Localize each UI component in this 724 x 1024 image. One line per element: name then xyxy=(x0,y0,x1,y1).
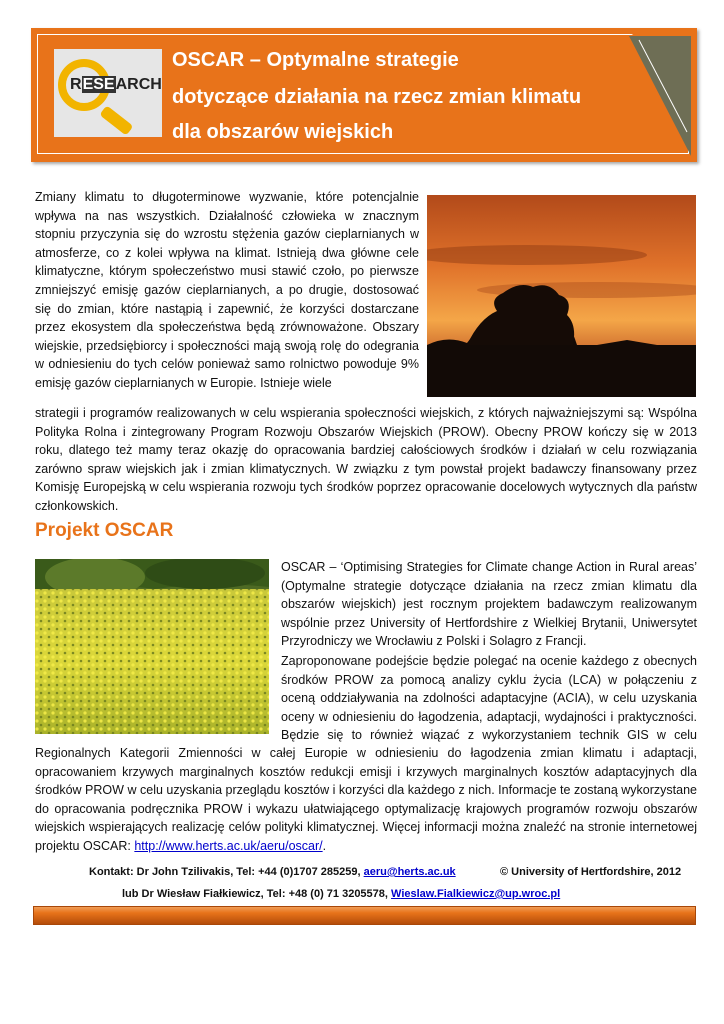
footer-bar xyxy=(33,906,696,925)
email-link-wroc[interactable]: Wieslaw.Fialkiewicz@up.wroc.pl xyxy=(391,888,561,900)
rapeseed-field-photo xyxy=(35,559,269,734)
corner-ribbon-icon xyxy=(621,28,697,162)
page-title-line-3: dla obszarów wiejskich xyxy=(172,121,394,143)
page-title-line-2: dotyczące działania na rzecz zmian klimatu xyxy=(172,86,582,108)
approach-paragraph-wrapped: Zaproponowane podejście będzie polegać na ocenie każdego z obecnych środków PROW za pomocą analizy cyklu życia (LCA) w połączeniu z oceną oddziaływania na zdolności adaptacyjne (ACIA), w celu uzyskania oceny w odniesieniu do łagodzenia, adaptacji, wydajności i praktyczności. Będzie się to również wiązać z wykorzystaniem technik GIS w celu xyxy=(281,654,697,743)
sunset-photo xyxy=(427,195,696,397)
section-heading: Projekt OSCAR xyxy=(35,520,174,541)
page-title-line-1: OSCAR – Optymalne strategie xyxy=(172,49,459,71)
logo-text: RESEARCH xyxy=(70,76,162,93)
contact-line-2: lub Dr Wiesław Fiałkiewicz, Tel: +48 (0) 71 3205578, Wieslaw.Fialkiewicz@up.wroc.pl xyxy=(122,888,561,900)
intro-paragraph-full: strategii i programów realizowanych w celu wspierania społeczności wiejskich, z których najważniejszymi są: Wspólna Polityka Rolna i zintegrowany Program Rozwoju Obszarów Wiejskich (PROW). Obecny PROW kończy się w 2013 roku, dlatego też mamy teraz okazję do opracowania bardziej całościowych środków i działań w celu rozwiązania zarówno spraw wiejskich jak i zmian klimatycznych. W związku z tym powstał projekt badawczy finansowany przez Komisję Europejską w celu wspierania rozwoju tych środków poprzez opracowanie docelowych wytycznych dla państw członkowskich. xyxy=(35,406,697,513)
intro-paragraph-wrapped: Zmiany klimatu to długoterminowe wyzwanie, które potencjalnie wpływa na nas wszystkich. Działalność człowieka w znacznym stopniu przyczynia się do wzrostu stężenia gazów cieplarnianych w atmosferze, co z kolei wpływa na klimat. Istnieją dwa główne cele klimatyczne, którym społeczeństwo musi stawić czoło, po pierwsze zmniejszyć emisję gazów cieplarnianych, a po drugie, dostosować się do zmian, które nastąpią i zapewnić, że korzyści dostarczane przez ekosystem dla społeczeństwa będą zrównoważone. Obszary wiejskie, przedsiębiorcy i społeczności mają swoją rolę do odegrania w odniesieniu do tych celów ponieważ samo rolnictwo powoduje 9% emisję gazów cieplarnianych w Europie. Istnieje wiele xyxy=(35,190,419,390)
copyright-text: © University of Hertfordshire, 2012 xyxy=(500,866,682,878)
project-link[interactable]: http://www.herts.ac.uk/aeru/oscar/ xyxy=(134,838,323,853)
oscar-description: OSCAR – ‘Optimising Strategies for Climate change Action in Rural areas’ (Optymalne strategie dotyczące działania na rzecz zmian klimatu dla obszarów wiejskich) jest rocznym projektem badawczym realizowanym wspólnie przez University of Hertfordshire z Wielkiej Brytanii, Uniwersytet Przyrodniczy we Wrocławiu z Polski i Solagro z Francji. xyxy=(281,560,697,649)
contact-line-1: Kontakt: Dr John Tzilivakis, Tel: +44 (0)1707 285259, aeru@herts.ac.uk xyxy=(89,866,456,878)
approach-paragraph-full: Regionalnych Kategorii Zmienności w całej Europie w odniesieniu do łagodzenia zmian klimatu i adaptacji, opracowaniem krzywych marginalnych kosztów redukcji emisji i krzywych marginalnych kosztów adaptacyjnych dla środków PROW w celu uzyskania przeglądu kosztów i korzyści dla każdego z nich. Informacje te zostaną wykorzystane do opracowania podręcznika PROW i wykazu ułatwiającego optymalizację krajowych programów rozwoju obszarów wiejskich wspierających realizację celów polityki klimatycznej. Więcej informacji można znaleźć na stronie internetowej projektu OSCAR: http://www.herts.ac.uk/aeru/oscar/. xyxy=(35,746,697,853)
email-link-herts[interactable]: aeru@herts.ac.uk xyxy=(363,866,456,878)
